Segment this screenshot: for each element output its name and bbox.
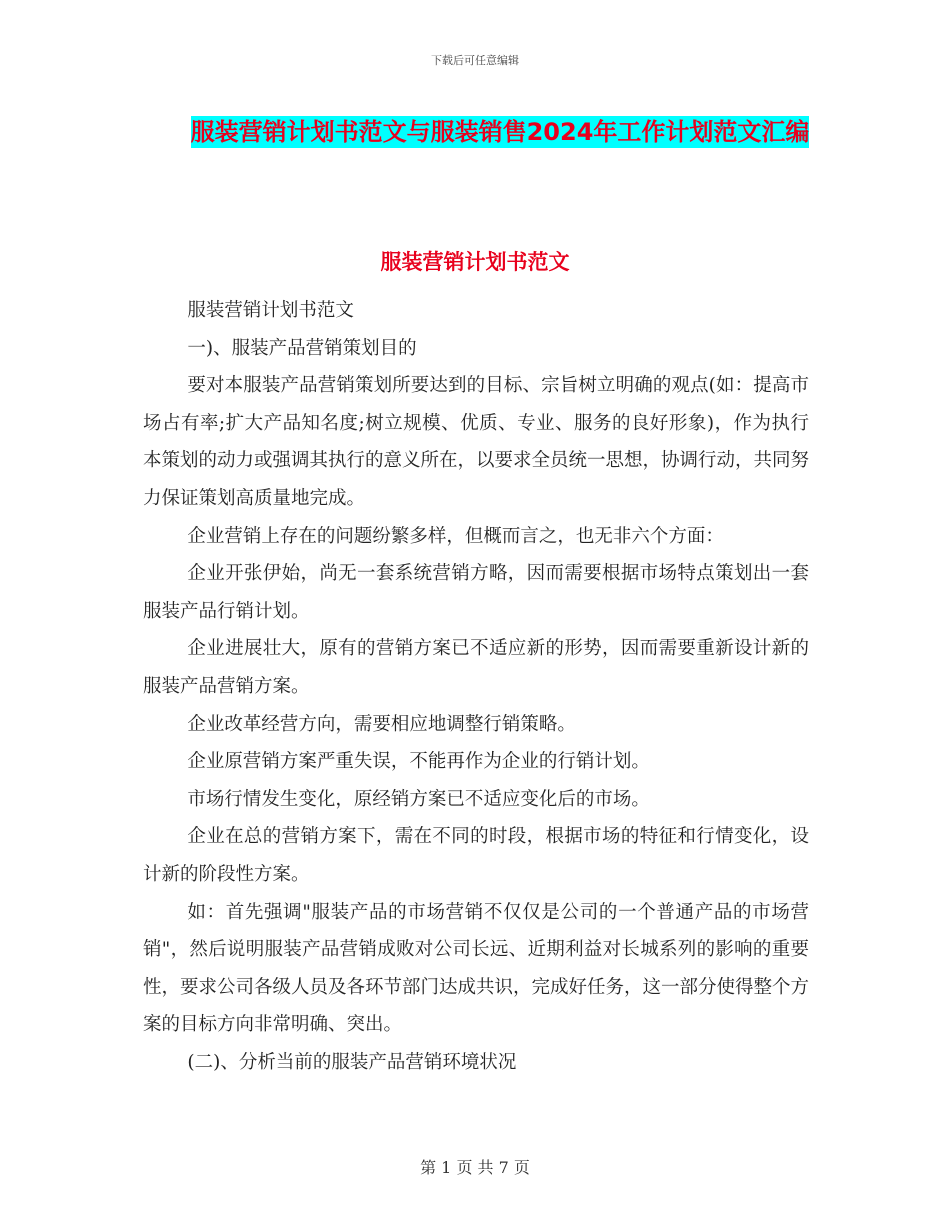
document-body — [143, 292, 809, 1081]
header-note: 下载后可任意编辑 — [431, 54, 519, 67]
paragraph: (二)、分析当前的服装产品营销环境状况 — [187, 1051, 517, 1073]
paragraph: 要对本服装产品营销策划所要达到的目标、宗旨树立明确的观点(如：提高市场占有率;扩大产品知名度;树立规模、优质、专业、服务的良好形象)，作为执行本策划的动力或强调其执行的意义所在，以要求全员统一思想，协调行动，共同努力保证策划高质量地完成。 — [143, 375, 810, 509]
paragraph: 企业进展壮大，原有的营销方案已不适应新的形势，因而需要重新设计新的服装产品营销方案。 — [143, 638, 809, 697]
paragraph: 一)、服装产品营销策划目的 — [187, 337, 417, 359]
paragraph: 企业开张伊始，尚无一套系统营销方略，因而需要根据市场特点策划出一套服装产品行销计划。 — [143, 563, 809, 622]
paragraph: 如：首先强调"服装产品的市场营销不仅仅是公司的一个普通产品的市场营销"，然后说明服装产品营销成败对公司长远、近期利益对长城系列的影响的重要性，要求公司各级人员及各环节部门达成共识，完成好任务，这一部分使得整个方案的目标方向非常明确、突出。 — [143, 901, 810, 1036]
section-title: 服装营销计划书范文 — [380, 250, 570, 274]
paragraph: 服装营销计划书范文 — [187, 300, 354, 321]
paragraph: 企业改革经营方向，需要相应地调整行销策略。 — [187, 713, 576, 735]
paragraph: 企业营销上存在的问题纷繁多样，但概而言之，也无非六个方面： — [187, 525, 724, 547]
page-footer: 第 1 页 共 7 页 — [420, 1158, 530, 1177]
document-title-text: 服装营销计划书范文与服装销售2024年工作计划范文汇编 — [190, 118, 810, 146]
paragraph: 企业原营销方案严重失误，不能再作为企业的行销计划。 — [187, 751, 650, 773]
paragraph: 企业在总的营销方案下，需在不同的时段，根据市场的特征和行情变化，设计新的阶段性方案。 — [143, 826, 809, 885]
paragraph: 市场行情发生变化，原经销方案已不适应变化后的市场。 — [187, 788, 650, 810]
document-title — [150, 111, 850, 153]
